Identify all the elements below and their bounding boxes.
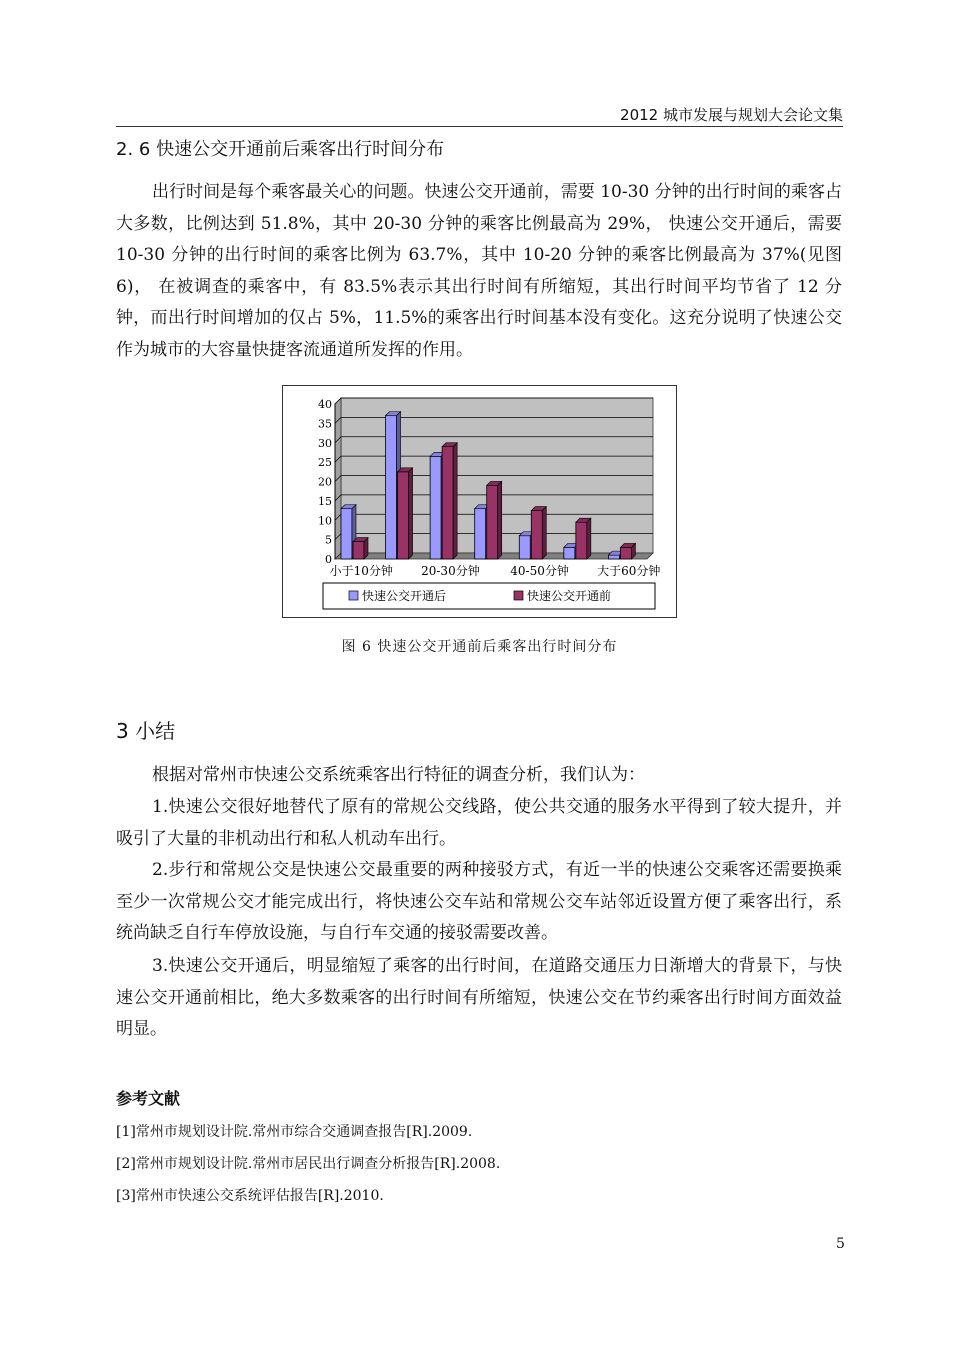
figure-caption: 图 6 快速公交开通前后乘客出行时间分布: [341, 639, 618, 655]
summary-point-3: 3.快速公交开通后，明显缩短了乘客的出行时间，在道路交通压力日渐增大的背景下，与快速公交开通前相比，绝大多数乘客的出行时间有所缩短，快速公交在节约乘客出行时间方面效益明显。: [116, 956, 842, 1039]
bar-side: [453, 443, 457, 559]
reference-2: [2]常州市规划设计院.常州市居民出行调查分析报告[R].2008.: [116, 1156, 501, 1172]
bar: [564, 547, 575, 559]
y-tick-label: 25: [318, 456, 332, 470]
bar: [430, 456, 441, 559]
bar: [341, 509, 352, 559]
bar-chart: [283, 386, 676, 617]
bar: [519, 536, 530, 559]
bar: [442, 447, 453, 559]
legend-swatch: [349, 591, 358, 600]
bar: [353, 542, 364, 559]
bar: [531, 511, 542, 559]
bar-side: [587, 518, 591, 559]
section-3-title: 3 小结: [116, 719, 176, 743]
y-tick-label: 20: [318, 475, 332, 489]
bar: [475, 509, 486, 559]
bar: [576, 522, 587, 559]
y-tick-label: 15: [318, 494, 332, 508]
reference-3: [3]常州市快速公交系统评估报告[R].2010.: [116, 1188, 384, 1204]
x-tick-label: 小于10分钟: [329, 564, 393, 578]
legend-label: 快速公交开通后: [362, 589, 447, 603]
bar: [386, 416, 397, 559]
y-tick-label: 0: [325, 553, 332, 566]
summary-intro: 根据对常州市快速公交系统乘客出行特征的调查分析，我们认为：: [152, 765, 645, 785]
y-tick-label: 40: [318, 398, 332, 411]
x-tick-label: 20-30分钟: [421, 564, 480, 578]
page-number: 5: [836, 1236, 845, 1252]
bar: [487, 485, 498, 559]
legend-swatch: [514, 591, 523, 600]
reference-1: [1]常州市规划设计院.常州市综合交通调查报告[R].2009.: [116, 1124, 473, 1140]
references-title: 参考文献: [116, 1089, 181, 1108]
bar-side: [364, 538, 368, 559]
page-header: [116, 104, 843, 127]
chart-frame: [282, 385, 677, 618]
x-tick-label: 大于60分钟: [597, 564, 661, 578]
bar: [620, 547, 631, 559]
summary-point-1: 1.快速公交很好地替代了原有的常规公交线路，使公共交通的服务水平得到了较大提升，并吸引了大量的非机动出行和私人机动车出行。: [116, 797, 842, 849]
section-2-6-paragraph: 出行时间是每个乘客最关心的问题。快速公交开通前，需要 10-30 分钟的出行时间的乘客占大多数，比例达到 51.8%，其中 20-30 分钟的乘客比例最高为 29%， 快速公交开通后，需要 10-30 分钟的出行时间的乘客比例为 63.7%，其中 10-20 分钟的乘客比例最高为 37%(见图 6)， 在被调查的乘客中，有 83.5%表示其出行时间有所缩短，其出行时间平均节省了 12 分钟，而出行时间增加的仅占 5%，11.5%的乘客出行时间基本没有变化。这充分说明了快速公交作为城市的大容量快捷客流通道所发挥的作用。: [116, 182, 842, 360]
x-tick-label: 40-50分钟: [510, 564, 569, 578]
legend-label: 快速公交开通前: [527, 589, 612, 603]
bar-side: [542, 507, 546, 559]
y-tick-label: 30: [318, 436, 332, 450]
y-tick-label: 10: [318, 514, 332, 528]
header-title: 2012 城市发展与规划大会论文集: [620, 106, 843, 124]
bar-side: [498, 481, 502, 559]
summary-point-2: 2.步行和常规公交是快速公交最重要的两种接驳方式，有近一半的快速公交乘客还需要换乘至少一次常规公交才能完成出行，将快速公交车站和常规公交车站邻近设置方便了乘客出行，系统尚缺乏自行车停放设施，与自行车交通的接驳需要改善。: [116, 860, 842, 943]
y-tick-label: 5: [325, 533, 332, 547]
bar: [608, 555, 619, 559]
bar-side: [409, 468, 413, 559]
bar: [398, 472, 409, 559]
section-2-6-title: 2. 6 快速公交开通前后乘客出行时间分布: [116, 139, 445, 160]
y-tick-label: 35: [318, 417, 332, 431]
